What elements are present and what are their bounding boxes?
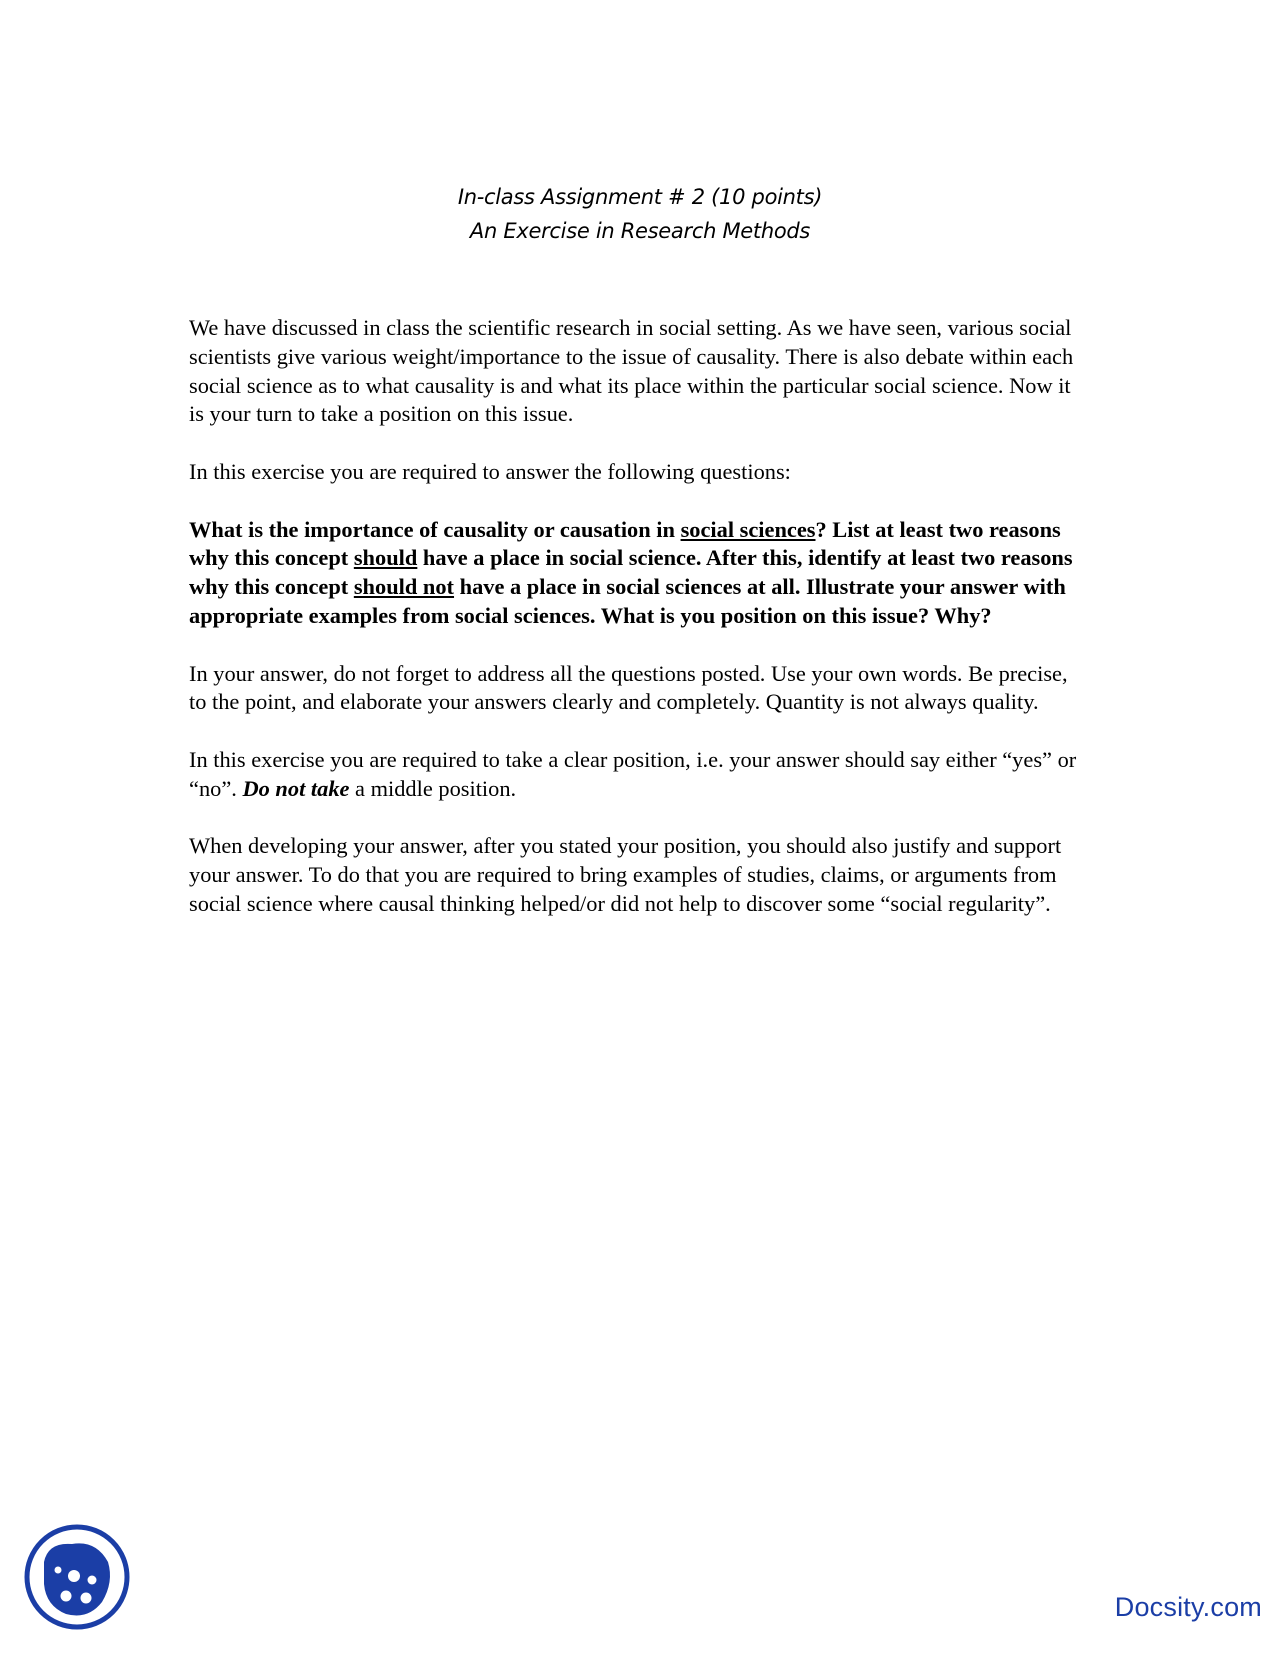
position-text-1: In this exercise you are required to take a clear position, i.e. your answer should say either “yes” or “no”. [189, 746, 1077, 801]
question-text-3: have a place in social science. After this, identify at least two reasons why this concept [189, 545, 1073, 600]
question-text-1: What is the importance of causality or causation in [189, 516, 681, 542]
question-paragraph [189, 516, 1089, 631]
question-underline-should: should [353, 545, 418, 571]
position-emphasis: Do not take [242, 775, 350, 801]
title-line-1: In-class Assignment # 2 (10 points) [457, 185, 823, 209]
intro-paragraph: We have discussed in class the scientific research in social setting. As we have seen, various social scientists give various weight/importance to the issue of causality. There is also debate within each social science as to what causality is and what its place within the particular social science. Now it is your turn to take a position on this issue. [189, 315, 1074, 427]
position-text-2: a middle position. [349, 775, 517, 801]
question-text-2: ? List at least two reasons why this concept [189, 516, 1061, 571]
question-text-4: have a place in social sciences at all. Illustrate your answer with appropriate examples from social sciences. What is you position on this issue? Why? [189, 574, 1066, 628]
docsity-logo-icon [22, 1522, 132, 1632]
docsity-logo-graphic [22, 1522, 132, 1632]
document-body [189, 314, 1089, 948]
docsity-brand-link[interactable]: Docsity.com [1114, 1592, 1262, 1622]
title-line-2: An Exercise in Research Methods [469, 219, 811, 243]
document-title [0, 180, 1280, 248]
question-underline-social-sciences: social sciences [680, 516, 816, 542]
instructions-paragraph: In this exercise you are required to answer the following questions: [189, 458, 791, 484]
question-underline-should-not: should not [353, 574, 455, 600]
support-paragraph: When developing your answer, after you stated your position, you should also justify and support your answer. To do that you are required to bring examples of studies, claims, or arguments from social science where causal thinking helped/or did not help to discover some “social regularity”. [189, 833, 1062, 916]
guidance-paragraph: In your answer, do not forget to address all the questions posted. Use your own words. Be precise, to the point, and elaborate your answers clearly and completely. Quantity is not always quality. [189, 660, 1068, 715]
position-paragraph [189, 746, 1089, 804]
